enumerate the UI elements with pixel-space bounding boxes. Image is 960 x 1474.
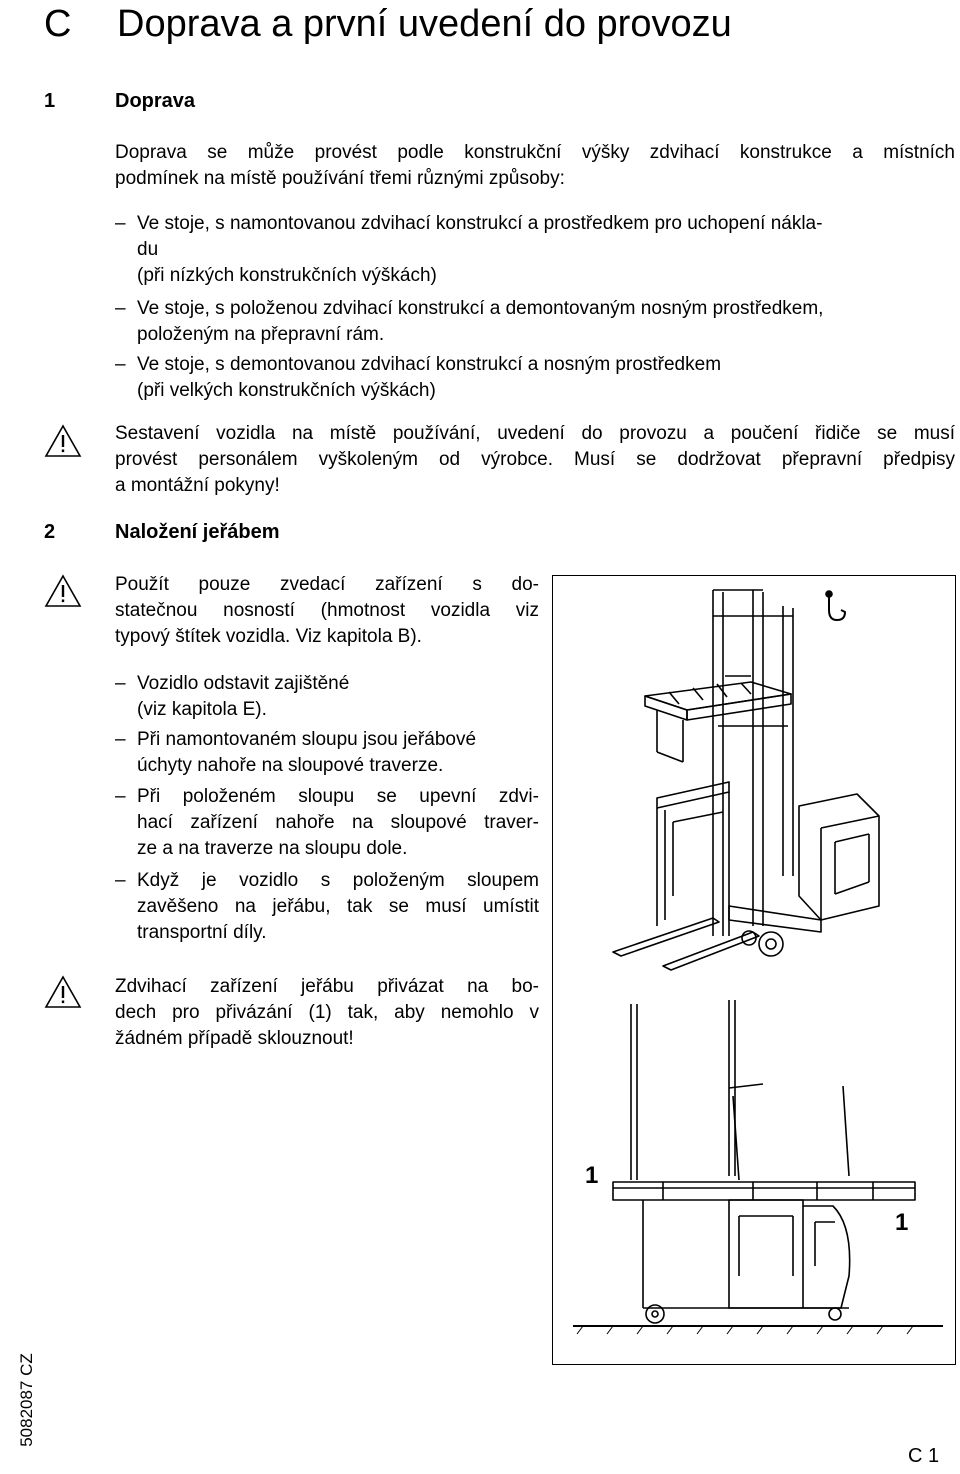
page-number: C 1 bbox=[908, 1445, 940, 1467]
list-item-line: du bbox=[137, 239, 159, 260]
list-item-line: hací zařízení nahoře na sloupové traver- bbox=[137, 812, 539, 833]
list-dash: – bbox=[115, 298, 126, 319]
list-dash: – bbox=[115, 673, 126, 694]
truck-lowered-mast-drawing bbox=[613, 1000, 915, 1323]
list-item-line: ze a na traverze na sloupu dole. bbox=[137, 838, 408, 859]
list-item-line: (při velkých konstrukčních výškách) bbox=[137, 380, 436, 401]
list-item-line: zavěšeno na jeřábu, tak se musí umístit bbox=[137, 896, 539, 917]
section-2-warning-1-line-2: statečnou nosností (hmotnost vozidla viz bbox=[115, 600, 539, 621]
section-1-intro-line-2: podmínek na místě používání třemi různými způsoby: bbox=[115, 168, 565, 189]
truck-illustrations bbox=[553, 576, 955, 1364]
warning-triangle-icon bbox=[44, 975, 82, 1009]
document-code: 5082087 CZ bbox=[17, 1353, 36, 1447]
list-item-line: Vozidlo odstavit zajištěné bbox=[137, 673, 350, 694]
section-2-warning-2-line-1: Zdvihací zařízení jeřábu přivázat na bo- bbox=[115, 976, 539, 997]
section-2-warning-1-line-3: typový štítek vozidla. Viz kapitola B). bbox=[115, 626, 422, 647]
section-2-title: Naložení jeřábem bbox=[115, 521, 280, 543]
list-item-line: úchyty nahoře na sloupové traverze. bbox=[137, 755, 444, 776]
section-1-intro-line-1: Doprava se může provést podle konstrukční výšky zdvihací konstrukce a místních bbox=[115, 142, 955, 163]
section-1-warning-line-3: a montážní pokyny! bbox=[115, 475, 280, 496]
section-1-warning-line-2: provést personálem vyškoleným od výrobce. Musí se dodržovat přepravní předpisy bbox=[115, 449, 955, 470]
list-dash: – bbox=[115, 354, 126, 375]
callout-1-left: 1 bbox=[585, 1162, 599, 1189]
list-item-line: Při namontovaném sloupu jsou jeřábové bbox=[137, 729, 477, 750]
warning-triangle-icon bbox=[44, 574, 82, 608]
section-2-warning-2-line-3: žádném případě sklouznout! bbox=[115, 1028, 354, 1049]
section-2-number: 2 bbox=[44, 521, 56, 543]
section-1-number: 1 bbox=[44, 90, 56, 112]
list-item-line: položeným na přepravní rám. bbox=[137, 324, 385, 345]
figure-frame bbox=[552, 575, 956, 1365]
warning-triangle-icon bbox=[44, 424, 82, 458]
list-item-line: Ve stoje, s namontovanou zdvihací konstrukcí a prostředkem pro uchopení nákla- bbox=[137, 213, 823, 234]
section-2-warning-2-line-2: dech pro přivázání (1) tak, aby nemohlo v bbox=[115, 1002, 539, 1023]
list-item-line: Ve stoje, s položenou zdvihací konstrukcí a demontovaným nosným prostředkem, bbox=[137, 298, 824, 319]
callout-1-right: 1 bbox=[895, 1209, 909, 1236]
list-item-line: (při nízkých konstrukčních výškách) bbox=[137, 265, 437, 286]
list-item-line: Když je vozidlo s položeným sloupem bbox=[137, 870, 539, 891]
truck-upright-drawing bbox=[613, 590, 879, 970]
section-1-warning-line-1: Sestavení vozidla na místě používání, uvedení do provozu a poučení řidiče se musí bbox=[115, 423, 955, 444]
list-item-line: Při položeném sloupu se upevní zdvi- bbox=[137, 786, 539, 807]
list-item-line: transportní díly. bbox=[137, 922, 267, 943]
page-title: Doprava a první uvedení do provozu bbox=[117, 3, 732, 45]
list-dash: – bbox=[115, 870, 126, 891]
list-item-line: (viz kapitola E). bbox=[137, 699, 267, 720]
list-dash: – bbox=[115, 729, 126, 750]
crane-hook-icon bbox=[826, 591, 845, 620]
list-item-line: Ve stoje, s demontovanou zdvihací konstrukcí a nosným prostředkem bbox=[137, 354, 722, 375]
section-1-title: Doprava bbox=[115, 90, 196, 112]
list-dash: – bbox=[115, 786, 126, 807]
chapter-letter: C bbox=[44, 3, 72, 45]
list-dash: – bbox=[115, 213, 126, 234]
section-2-warning-1-line-1: Použít pouze zvedací zařízení s do- bbox=[115, 574, 539, 595]
